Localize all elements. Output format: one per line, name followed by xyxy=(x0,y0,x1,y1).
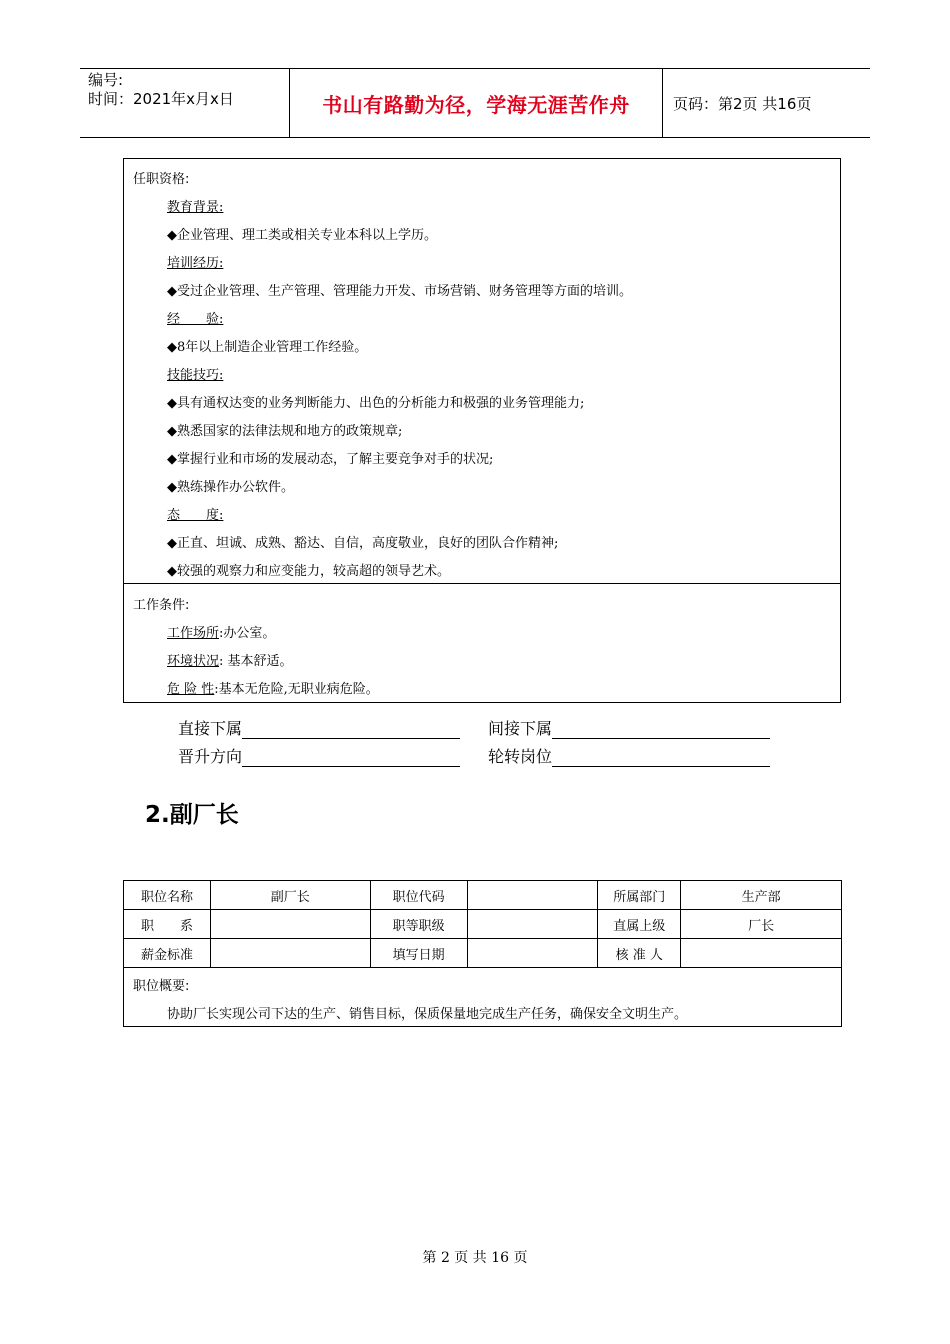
qualifications-title: 任职资格: xyxy=(133,172,190,187)
table-value-cell xyxy=(467,939,598,968)
rotation-field xyxy=(488,744,770,767)
table-row xyxy=(124,881,842,910)
qualifications-box xyxy=(123,158,841,584)
table-label-cell: 职位代码 xyxy=(370,881,467,910)
indirect-subordinate-field xyxy=(488,716,770,739)
header-motto: 书山有路勤为径，学海无涯苦作舟 xyxy=(290,69,663,137)
header-meta xyxy=(80,69,290,137)
table-label-cell: 所属部门 xyxy=(598,881,681,910)
promotion-field xyxy=(178,744,460,767)
summary-text: 协助厂长实现公司下达的生产、销售目标，保质保量地完成生产任务，确保安全文明生产。 xyxy=(167,1007,688,1022)
risk-line xyxy=(167,678,379,697)
position-summary-box xyxy=(123,967,842,1027)
page-footer: 第 2 页 共 16 页 xyxy=(422,1250,528,1266)
attitude-label: 态 度: xyxy=(167,508,224,523)
skills-item: ◆掌握行业和市场的发展动态，了解主要竞争对手的状况; xyxy=(167,452,494,467)
table-row xyxy=(124,939,842,968)
conditions-box xyxy=(123,583,841,703)
experience-item: ◆8年以上制造企业管理工作经验。 xyxy=(167,340,368,355)
page-header xyxy=(80,68,870,138)
work-place-line xyxy=(167,622,275,641)
promotion-label: 晋升方向 xyxy=(178,747,243,766)
attitude-item: ◆正直、坦诚、成熟、豁达、自信，高度敬业，良好的团队合作精神; xyxy=(167,536,559,551)
skills-item: ◆熟练操作办公软件。 xyxy=(167,480,294,495)
work-place-value: :办公室。 xyxy=(219,626,276,641)
table-label-cell: 填写日期 xyxy=(370,939,467,968)
experience-label: 经 验: xyxy=(167,312,224,327)
risk-label: 危 险 性 xyxy=(167,682,215,697)
training-item: ◆受过企业管理、生产管理、管理能力开发、市场营销、财务管理等方面的培训。 xyxy=(167,284,632,299)
header-page-info: 页码：第2页 共16页 xyxy=(673,94,812,113)
promotion-blank[interactable] xyxy=(242,747,460,767)
skills-item: ◆熟悉国家的法律法规和地方的政策规章; xyxy=(167,424,403,439)
skills-label: 技能技巧: xyxy=(167,368,224,383)
direct-subordinate-label: 直接下属 xyxy=(178,719,243,738)
education-item: ◆企业管理、理工类或相关专业本科以上学历。 xyxy=(167,228,437,243)
table-label-cell: 职位名称 xyxy=(124,881,211,910)
conditions-title: 工作条件: xyxy=(133,598,190,613)
education-label: 教育背景: xyxy=(167,200,224,215)
skills-item: ◆具有通权达变的业务判断能力、出色的分析能力和极强的业务管理能力; xyxy=(167,396,585,411)
direct-subordinate-blank[interactable] xyxy=(242,719,460,739)
table-value-cell xyxy=(467,910,598,939)
rotation-blank[interactable] xyxy=(552,747,770,767)
environment-line xyxy=(167,650,293,669)
rotation-label: 轮转岗位 xyxy=(488,747,553,766)
table-value-cell: 生产部 xyxy=(681,881,842,910)
table-row xyxy=(124,910,842,939)
table-label-cell: 职等职级 xyxy=(370,910,467,939)
summary-title: 职位概要: xyxy=(133,979,190,994)
table-value-cell xyxy=(681,939,842,968)
table-label-cell: 直属上级 xyxy=(598,910,681,939)
environment-value: : 基本舒适。 xyxy=(219,654,293,669)
attitude-item: ◆较强的观察力和应变能力，较高超的领导艺术。 xyxy=(167,564,450,579)
work-place-label: 工作场所 xyxy=(167,626,220,641)
table-value-cell: 厂长 xyxy=(681,910,842,939)
indirect-subordinate-label: 间接下属 xyxy=(488,719,553,738)
indirect-subordinate-blank[interactable] xyxy=(552,719,770,739)
document-number: 编号: xyxy=(88,71,124,89)
training-label: 培训经历: xyxy=(167,256,224,271)
table-value-cell xyxy=(210,910,370,939)
table-label-cell: 薪金标准 xyxy=(124,939,211,968)
document-date: 时间：2021年x月x日 xyxy=(88,90,234,108)
risk-value: :基本无危险,无职业病危险。 xyxy=(214,682,379,697)
environment-label: 环境状况 xyxy=(167,654,220,669)
section-title: 2.副厂长 xyxy=(145,802,239,828)
position-table xyxy=(123,880,842,968)
table-value-cell: 副厂长 xyxy=(210,881,370,910)
table-value-cell xyxy=(467,881,598,910)
table-label-cell: 核 准 人 xyxy=(598,939,681,968)
table-label-cell: 职 系 xyxy=(124,910,211,939)
table-value-cell xyxy=(210,939,370,968)
direct-subordinate-field xyxy=(178,716,460,739)
